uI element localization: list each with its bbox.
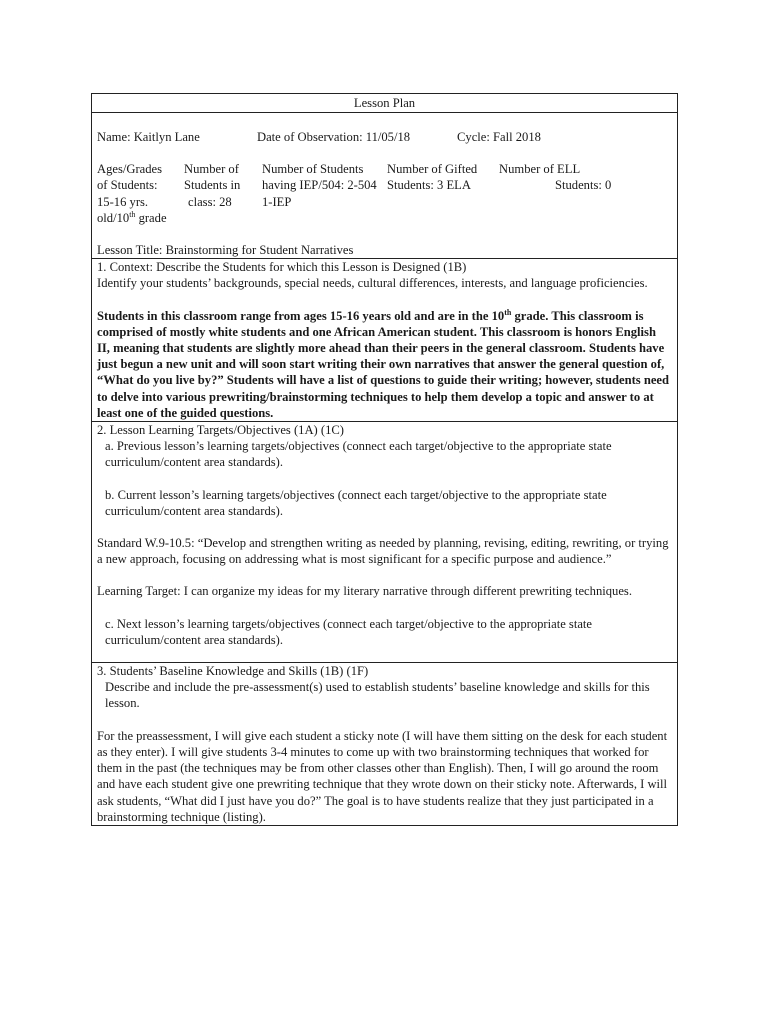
standard: Standard W.9-10.5: “Develop and strengthen writing as needed by planning, revising, editing, rewriting, or trying a new approach, focusing on addressing what is most significant for a specific purpose and audience.” xyxy=(97,536,669,567)
learning-target: Learning Target: I can organize my ideas for my literary narrative through different prewriting techniques. xyxy=(97,584,632,599)
context-section xyxy=(91,259,678,422)
baseline-prompt: Describe and include the pre-assessment(s) used to establish students’ baseline knowledge and skills for this lesson. xyxy=(105,680,650,711)
targets-section xyxy=(91,422,678,663)
observation-date: Date of Observation: 11/05/18 xyxy=(257,130,411,144)
teacher-name: Name: Kaitlyn Lane xyxy=(97,130,200,144)
targets-heading: 2. Lesson Learning Targets/Objectives (1A) (1C) xyxy=(97,423,344,438)
context-prompt: Identify your students’ backgrounds, special needs, cultural differences, interests, and language proficiencies. xyxy=(97,276,648,291)
ell-col: Number of ELL Students: 0 xyxy=(499,162,612,193)
iep-col: Number of Students having IEP/504: 2-504 1-IEP xyxy=(262,162,377,209)
ages-grades-col: Ages/Grades of Students: 15-16 yrs. old/10th grade xyxy=(97,162,167,225)
cycle: Cycle: Fall 2018 xyxy=(457,130,541,144)
name-date-cycle-line xyxy=(97,129,672,145)
baseline-answer: For the preassessment, I will give each student a sticky note (I will have them sitting on the desk for each student as they enter). I will give students 3-4 minutes to come up with two brainstorming techniques that worked for them in the past (the techniques may be from other classes other than English). Then, I will go around the room and have each student give one prewriting technique that they wrote down on their sticky note. Afterwards, I will ask students, “What did I just have you do?” The goal is to have students realize that they just participated in a brainstorming technique (listing). xyxy=(97,728,668,824)
student-stats-grid xyxy=(97,161,672,226)
context-heading: 1. Context: Describe the Students for which this Lesson is Designed (1B) xyxy=(97,260,467,275)
header-section xyxy=(91,113,678,259)
lesson-title: Lesson Title: Brainstorming for Student Narratives xyxy=(97,243,354,258)
current-targets: b. Current lesson’s learning targets/objectives (connect each target/objective to the appropriate state curriculum/content area standards). xyxy=(105,487,607,518)
previous-targets: a. Previous lesson’s learning targets/objectives (connect each target/objective to the appropriate state curriculum/content area standards). xyxy=(105,439,612,470)
baseline-heading: 3. Students’ Baseline Knowledge and Skills (1B) (1F) xyxy=(97,664,369,679)
baseline-section xyxy=(91,663,678,826)
lesson-plan-title: Lesson Plan xyxy=(91,93,678,113)
lesson-plan-table xyxy=(91,93,678,826)
num-students-col: Number of Students in class: 28 xyxy=(184,162,241,209)
next-targets: c. Next lesson’s learning targets/objectives (connect each target/objective to the appropriate state curriculum/content area standards). xyxy=(105,616,593,647)
gifted-col: Number of Gifted Students: 3 ELA xyxy=(387,162,478,193)
context-answer: Students in this classroom range from ages 15-16 years old and are in the 10th grade. This classroom is comprised of mostly white students and one African American student. This classroom is honors English II, meaning that students are slightly more ahead than their peers in the general classroom. Students have just begun a new unit and will soon start writing their own narratives that answer the general question of, “What do you live by?” Students will have a list of questions to guide their writing; however, students need to delve into various prewriting/brainstorming techniques to help them develop a topic and answer to at least one of the guided questions. xyxy=(97,307,670,420)
